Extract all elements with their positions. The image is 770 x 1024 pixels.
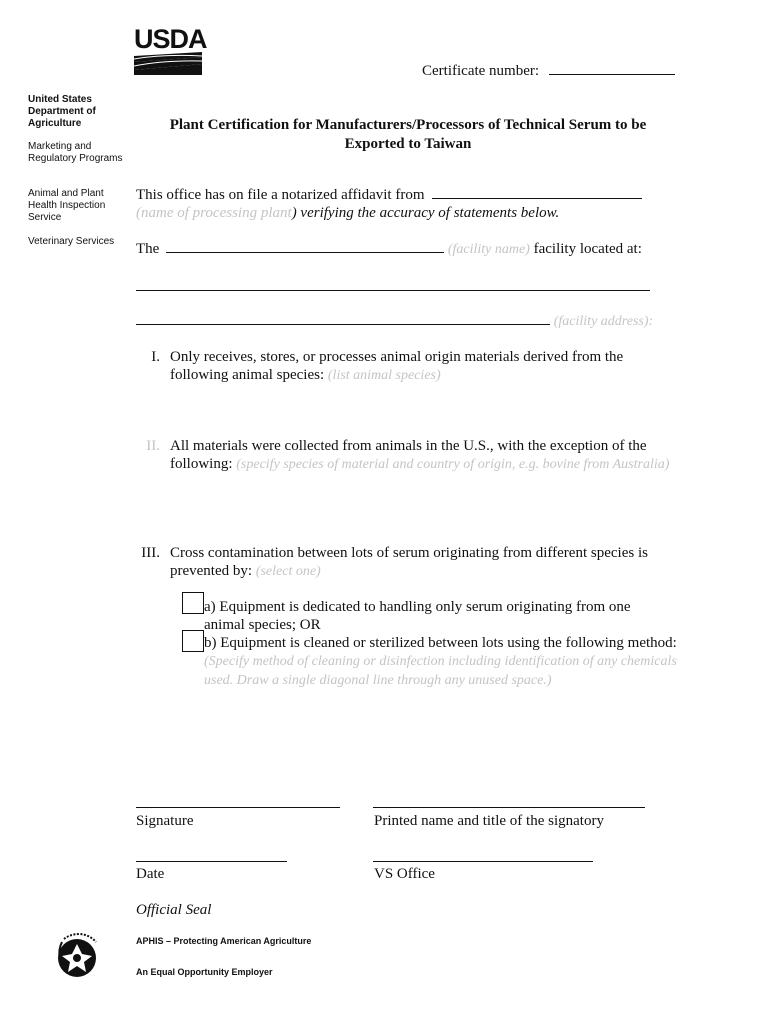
usda-logo-text: USDA [134, 24, 207, 54]
vs-office-line[interactable] [373, 861, 593, 862]
address-line-2[interactable] [136, 312, 550, 325]
date-line[interactable] [136, 861, 287, 862]
title-line-1: Plant Certification for Manufacturers/Processors of Technical Serum to be [169, 117, 647, 133]
hint-facility-address: (facility address): [553, 314, 654, 329]
date-label: Date [136, 866, 165, 882]
item-iii-number: III. [141, 545, 160, 561]
item-iii-text: Cross contamination between lots of serum originating from different species is prevented by: [170, 545, 648, 579]
item-ii-text: All materials were collected from animals in the U.S., with the exception of the following: [170, 438, 647, 472]
printed-name-label: Printed name and title of the signatory [374, 813, 604, 829]
address-line-1[interactable] [136, 290, 650, 291]
item-iii [0, 544, 770, 584]
page-title [136, 116, 680, 154]
aphis-emblem-icon [50, 930, 104, 984]
option-b [204, 634, 684, 690]
vs-office-label: VS Office [374, 866, 435, 882]
option-b-hint: (Specify method of cleaning or disinfection including identification of any chemicals used. Draw a single diagonal line through any unused space.) [204, 654, 677, 688]
item-i-number: I. [151, 349, 160, 365]
signature-label: Signature [136, 813, 194, 829]
item-ii-number: II. [146, 438, 160, 454]
sidebar-mrp: Marketing and Regulatory Programs [28, 141, 123, 164]
hint-processing-plant: (name of processing plant [136, 205, 292, 221]
certificate-number-label: Certificate number: [422, 63, 540, 79]
facility-line [136, 240, 696, 259]
sidebar-vs: Veterinary Services [28, 236, 115, 247]
intro-text-2: ) verifying the accuracy of statements below. [291, 205, 560, 221]
signature-line[interactable] [136, 807, 340, 808]
hint-facility-name: (facility name) [447, 242, 530, 257]
title-line-2: Exported to Taiwan [344, 136, 472, 152]
sidebar-agency: United States Department of Agriculture [28, 94, 96, 129]
item-ii-hint: (specify species of material and country of origin, e.g. bovine from Australia) [236, 457, 670, 472]
affidavit-from-line[interactable] [432, 186, 642, 199]
item-i [0, 348, 770, 388]
printed-name-line[interactable] [373, 807, 645, 808]
certificate-number-field [422, 62, 675, 80]
footer-equal-opportunity: An Equal Opportunity Employer [136, 967, 273, 977]
intro-paragraph [136, 186, 696, 222]
facility-name-line[interactable] [166, 240, 444, 253]
facility-located-label: facility located at: [533, 241, 642, 257]
certificate-number-line[interactable] [549, 62, 675, 75]
footer-tagline: APHIS – Protecting American Agriculture [136, 936, 312, 946]
item-i-hint: (list animal species) [327, 368, 441, 383]
option-b-text: b) Equipment is cleaned or sterilized between lots using the following method: [204, 635, 677, 651]
option-a-checkbox[interactable] [182, 592, 204, 614]
sidebar-aphis: Animal and Plant Health Inspection Service [28, 188, 106, 223]
option-b-checkbox[interactable] [182, 630, 204, 652]
item-iii-hint: (select one) [255, 564, 321, 579]
item-ii [0, 437, 770, 493]
usda-logo [134, 26, 206, 78]
option-a-text: a) Equipment is dedicated to handling only serum originating from one animal species; OR [204, 599, 631, 633]
official-seal-label: Official Seal [136, 902, 212, 918]
the-label: The [136, 241, 160, 257]
item-i-text: Only receives, stores, or processes animal origin materials derived from the following animal species: [170, 349, 624, 383]
intro-text-1: This office has on file a notarized affidavit from [136, 187, 425, 203]
facility-address-row [136, 312, 696, 331]
